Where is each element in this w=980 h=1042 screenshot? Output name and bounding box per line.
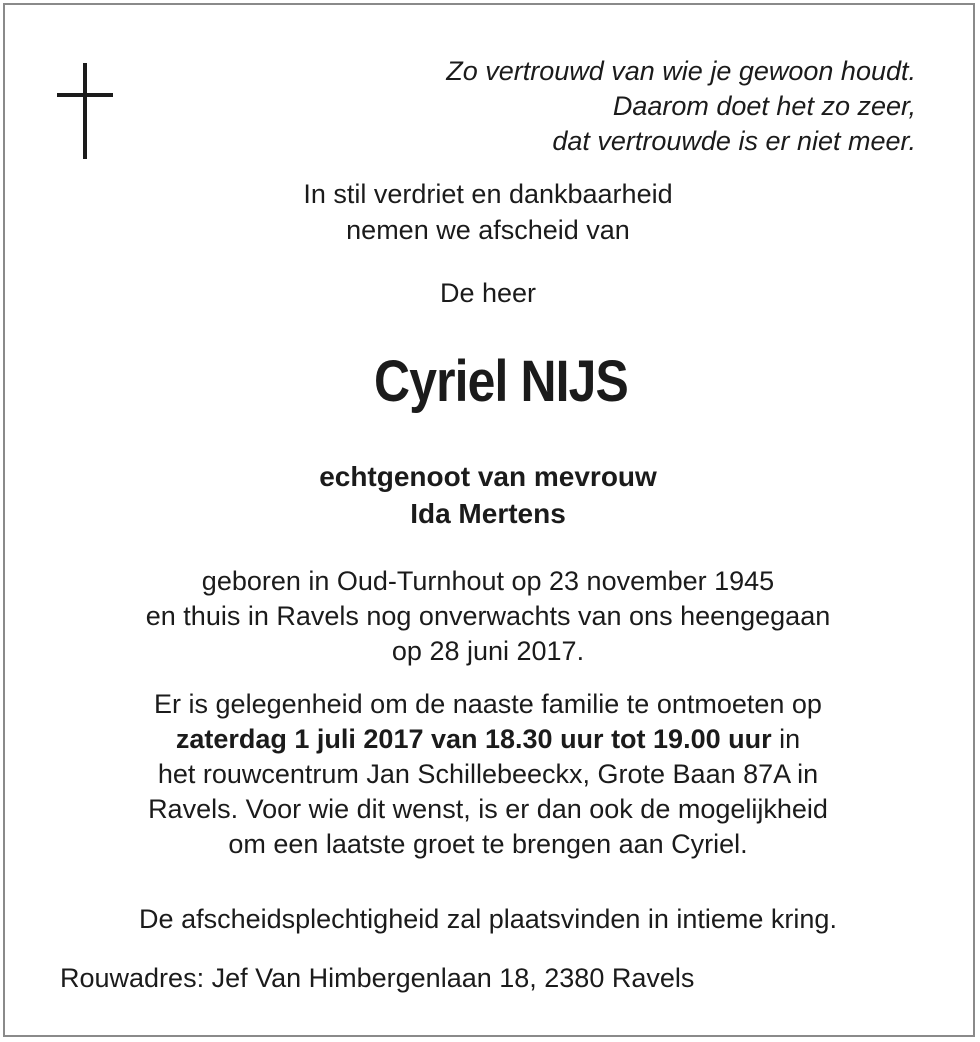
cross-vertical-bar [83,63,87,159]
poem [446,54,916,159]
intro-text [0,176,976,248]
poem-line-2: Daarom doet het zo zeer, [612,91,916,121]
born-line-3: op 28 juni 2017. [391,636,585,666]
spouse-line-2: Ida Mertens [410,498,566,529]
ceremony-info: De afscheidsplechtigheid zal plaatsvinden in intieme kring. [139,904,837,934]
poem-line-3: dat vertrouwde is er niet meer. [552,126,916,156]
gathering-info [0,687,976,862]
gathering-line-3: het rouwcentrum Jan Schillebeeckx, Grote Baan 87A in [157,759,819,789]
gathering-line-5: om een laatste groet te brengen aan Cyriel. [228,829,748,859]
birth-death-info [0,564,976,669]
gathering-line-4: Ravels. Voor wie dit wenst, is er dan ook de mogelijkheid [148,794,828,824]
gathering-line-1: Er is gelegenheid om de naaste familie te ontmoeten op [154,689,822,719]
gathering-date-time: zaterdag 1 juli 2017 van 18.30 uur tot 19.00 uur [175,724,772,754]
cross-horizontal-bar [57,93,113,97]
spouse-info [0,458,976,532]
born-line-2: en thuis in Ravels nog onverwachts van ons heengegaan [145,601,831,631]
born-line-1: geboren in Oud-Turnhout op 23 november 1945 [201,566,775,596]
intro-line-1: In stil verdriet en dankbaarheid [303,179,673,209]
gathering-line-2-rest: in [771,724,801,754]
deceased-name: Cyriel NIJS [374,349,628,414]
honorific-title: De heer [439,278,537,308]
cross-icon [57,63,113,159]
poem-line-1: Zo vertrouwd van wie je gewoon houdt. [446,56,916,86]
gathering-line-2 [0,722,976,757]
intro-line-2: nemen we afscheid van [346,215,630,245]
mourning-address: Rouwadres: Jef Van Himbergenlaan 18, 2380 Ravels [60,963,695,993]
spouse-line-1: echtgenoot van mevrouw [319,461,657,492]
